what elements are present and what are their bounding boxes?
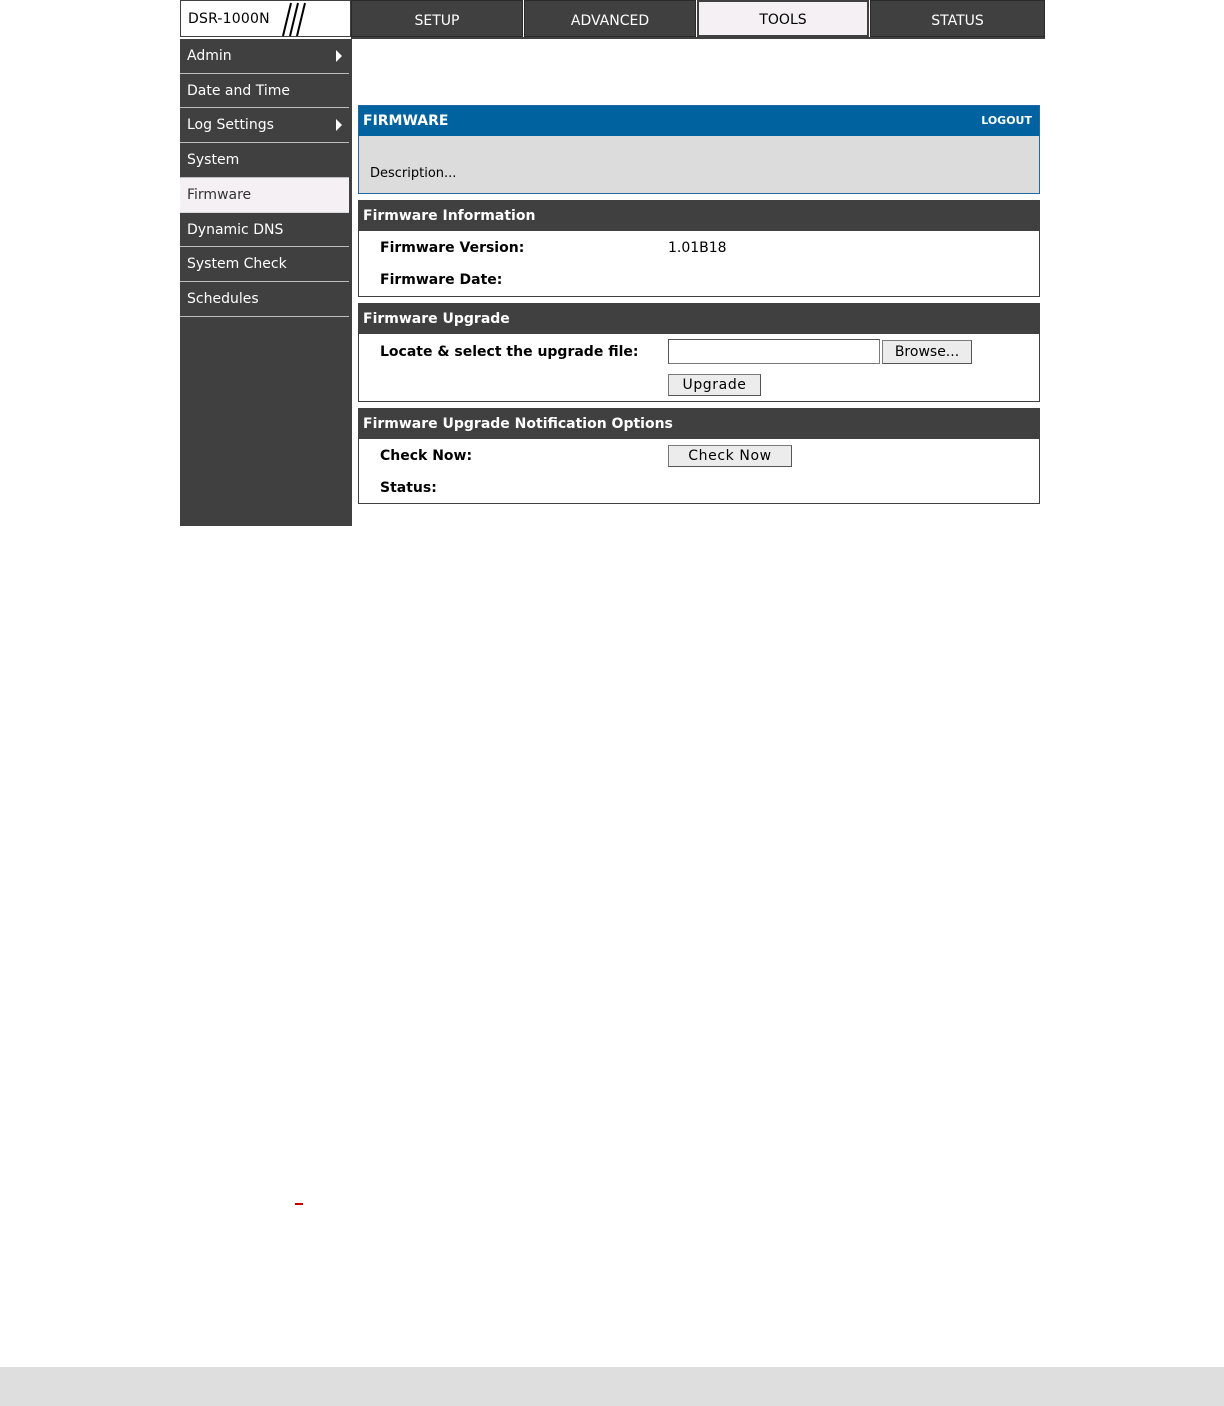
firmware-title-bar <box>359 106 1039 136</box>
upgrade-button[interactable]: Upgrade <box>668 374 761 396</box>
sidebar-item-label: Log Settings <box>187 117 274 133</box>
sidebar-item-label: System <box>187 152 240 168</box>
browse-button[interactable]: Browse... <box>882 340 972 364</box>
sidebar-item-label: Date and Time <box>187 83 290 99</box>
sidebar-item-date-and-time[interactable] <box>180 74 349 108</box>
tab-advanced[interactable]: ADVANCED <box>524 0 696 37</box>
tab-status[interactable]: STATUS <box>870 0 1045 37</box>
upgrade-file-label: Locate & select the upgrade file: <box>380 344 639 360</box>
sidebar-item-label: Firmware <box>187 187 252 203</box>
chevron-right-icon <box>336 50 342 62</box>
section-title: Firmware Information <box>359 201 1039 231</box>
sidebar-item-firmware[interactable] <box>180 178 349 213</box>
logout-link[interactable]: LOGOUT <box>981 114 1032 127</box>
check-now-button[interactable]: Check Now <box>668 445 792 467</box>
sidebar-item-label: Admin <box>187 48 232 64</box>
firmware-date-label: Firmware Date: <box>380 272 503 288</box>
sidebar-item-schedules[interactable] <box>180 282 349 317</box>
section-title: Firmware Upgrade <box>359 304 1039 334</box>
status-label: Status: <box>380 480 437 496</box>
sidebar-item-system-check[interactable] <box>180 247 349 282</box>
section-title: Firmware Upgrade Notification Options <box>359 409 1039 439</box>
sidebar-item-log-settings[interactable] <box>180 108 349 143</box>
top-navigation <box>180 0 1045 39</box>
notification-options-section <box>358 408 1040 504</box>
footer-band <box>0 1367 1224 1406</box>
model-logo <box>180 0 351 37</box>
tab-setup[interactable]: SETUP <box>351 0 523 37</box>
sidebar-item-system[interactable] <box>180 143 349 178</box>
page-description: Description... <box>370 166 457 181</box>
firmware-information-section <box>358 200 1040 297</box>
check-now-label: Check Now: <box>380 448 473 464</box>
firmware-version-label: Firmware Version: <box>380 240 525 256</box>
sidebar-item-admin[interactable] <box>180 39 349 74</box>
sidebar-item-label: Schedules <box>187 291 259 307</box>
firmware-version-value: 1.01B18 <box>668 240 727 256</box>
tab-tools[interactable]: TOOLS <box>697 0 869 37</box>
sidebar-item-dynamic-dns[interactable] <box>180 213 349 247</box>
chevron-right-icon <box>336 119 342 131</box>
firmware-upgrade-section <box>358 303 1040 402</box>
model-name: DSR-1000N <box>188 11 270 27</box>
upgrade-file-input[interactable] <box>668 339 880 364</box>
sidebar-item-label: Dynamic DNS <box>187 222 284 238</box>
firmware-header-panel <box>358 105 1040 194</box>
sidebar <box>180 39 352 526</box>
footer-mark <box>295 1203 303 1205</box>
page-title: FIRMWARE <box>363 113 449 129</box>
slashes-logo-icon <box>277 1 307 38</box>
nav-underline <box>351 37 1045 39</box>
sidebar-item-label: System Check <box>187 256 287 272</box>
